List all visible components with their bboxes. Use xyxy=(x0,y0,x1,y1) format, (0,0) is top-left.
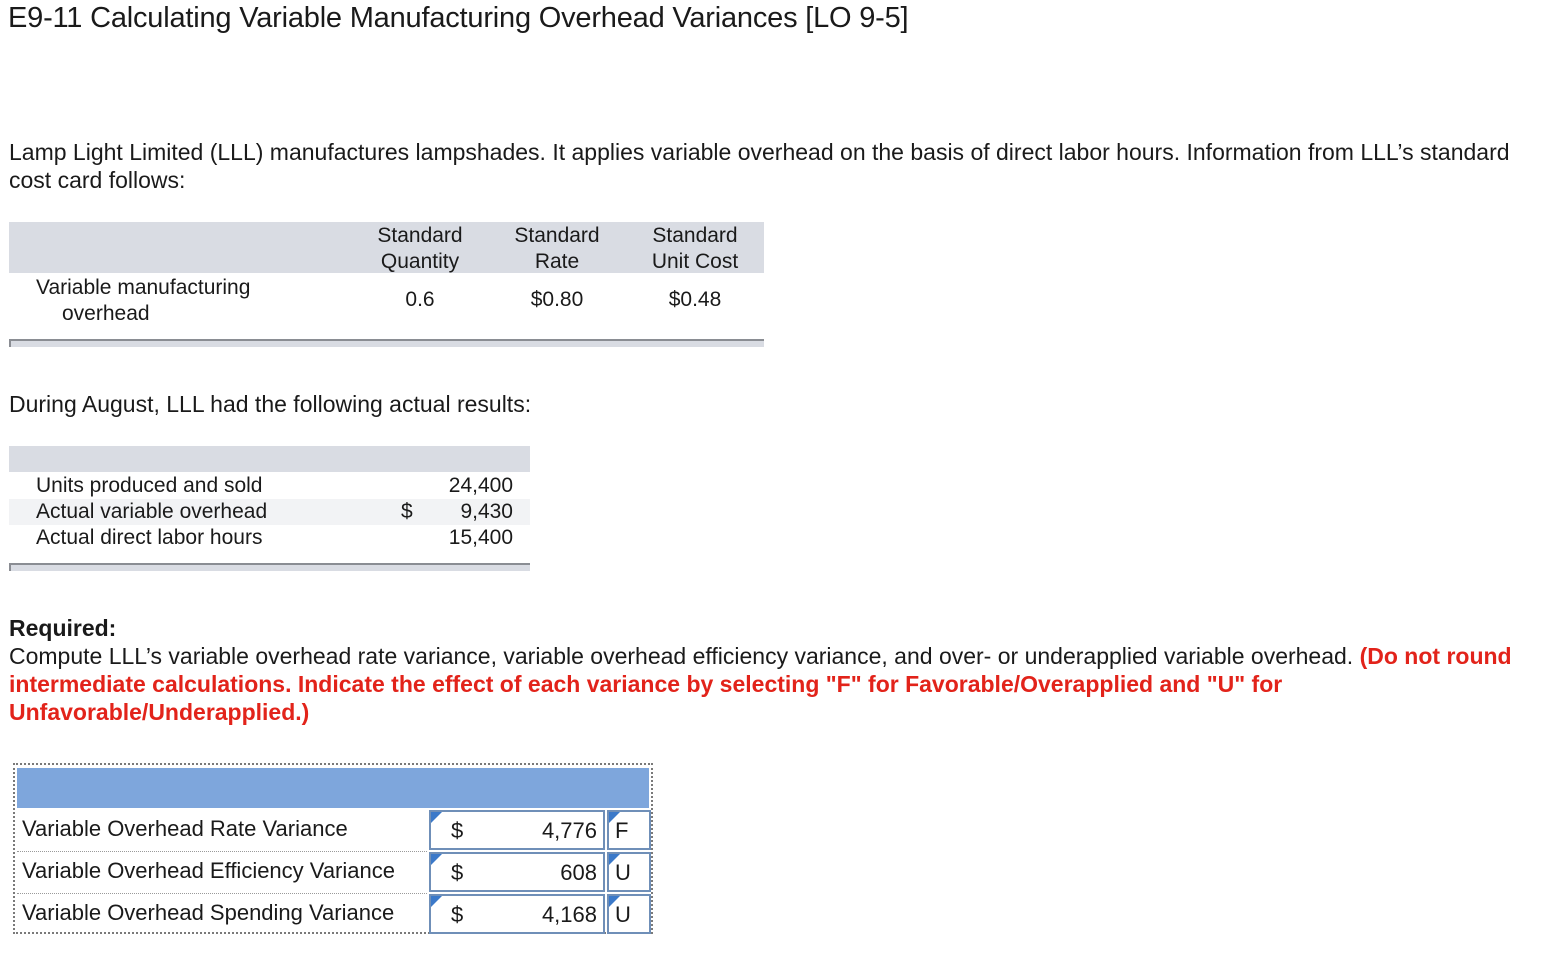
variance-label: Variable Overhead Efficiency Variance xyxy=(22,858,395,883)
header-line: Unit Cost xyxy=(651,250,739,273)
table-row xyxy=(17,894,649,934)
intro-paragraph: Lamp Light Limited (LLL) manufactures lampshades. It applies variable overhead on the basis of direct labor hours. Information from LLL’s standard cost card follows: xyxy=(9,139,1510,193)
currency-symbol: $ xyxy=(451,860,464,885)
table-row xyxy=(17,852,649,892)
amount-input[interactable] xyxy=(429,894,605,934)
label-line: overhead xyxy=(62,302,150,325)
currency-symbol: $ xyxy=(451,902,464,927)
required-heading: Required: xyxy=(9,615,117,641)
row-label-variable-overhead xyxy=(36,275,250,327)
variance-label: Variable Overhead Rate Variance xyxy=(22,816,348,841)
header-standard-rate xyxy=(497,223,617,275)
input-marker-icon xyxy=(431,812,442,823)
currency-symbol: $ xyxy=(451,818,464,843)
page-title: E9-11 Calculating Variable Manufacturing Overhead Variances [LO 9-5] xyxy=(8,2,909,34)
header-line: Standard xyxy=(514,224,600,247)
table-header-band xyxy=(9,446,530,472)
table-row xyxy=(17,810,649,850)
row-value: 24,400 xyxy=(448,474,513,497)
header-standard-unit-cost xyxy=(635,223,755,275)
header-line: Quantity xyxy=(380,250,460,273)
effect-select[interactable] xyxy=(607,810,651,850)
row-value: 15,400 xyxy=(448,526,513,549)
header-standard-quantity xyxy=(360,223,480,275)
answer-table xyxy=(13,763,653,934)
currency-symbol: $ xyxy=(401,500,413,523)
amount-value: 608 xyxy=(560,860,597,885)
amount-value: 4,168 xyxy=(541,902,597,927)
row-label: Actual variable overhead xyxy=(36,500,268,523)
row-label: Units produced and sold xyxy=(36,474,263,497)
actual-results-intro: During August, LLL had the following actual results: xyxy=(9,391,532,417)
amount-input[interactable] xyxy=(429,852,605,892)
required-section xyxy=(9,614,1534,726)
effect-select[interactable] xyxy=(607,894,651,934)
cell-standard-quantity: 0.6 xyxy=(405,288,435,311)
effect-value: F xyxy=(615,818,629,843)
row-label: Actual direct labor hours xyxy=(36,526,263,549)
table-footer-bar xyxy=(9,339,764,347)
required-instruction: (Do not round intermediate calculations. Indicate the effect of each variance by selecting "F" for Favorable/Overapplied and "U" for Unfavorable/Underapplied.) xyxy=(9,643,1512,725)
input-marker-icon xyxy=(431,896,442,907)
answer-header-band xyxy=(17,768,649,808)
input-marker-icon xyxy=(431,854,442,865)
variance-label: Variable Overhead Spending Variance xyxy=(22,900,395,925)
label-line: Variable manufacturing xyxy=(36,276,251,299)
header-line: Standard xyxy=(652,224,738,247)
effect-value: U xyxy=(615,902,631,927)
row-value: 9,430 xyxy=(460,500,513,523)
cell-standard-unit-cost: $0.48 xyxy=(668,288,722,311)
required-text: Compute LLL’s variable overhead rate variance, variable overhead efficiency variance, and over- or underapplied variable overhead. xyxy=(9,643,1354,669)
cell-standard-rate: $0.80 xyxy=(530,288,584,311)
effect-value: U xyxy=(615,860,631,885)
table-footer-bar xyxy=(9,563,530,571)
effect-select[interactable] xyxy=(607,852,651,892)
amount-value: 4,776 xyxy=(541,818,597,843)
amount-input[interactable] xyxy=(429,810,605,850)
header-line: Standard xyxy=(377,224,463,247)
header-line: Rate xyxy=(534,250,580,273)
